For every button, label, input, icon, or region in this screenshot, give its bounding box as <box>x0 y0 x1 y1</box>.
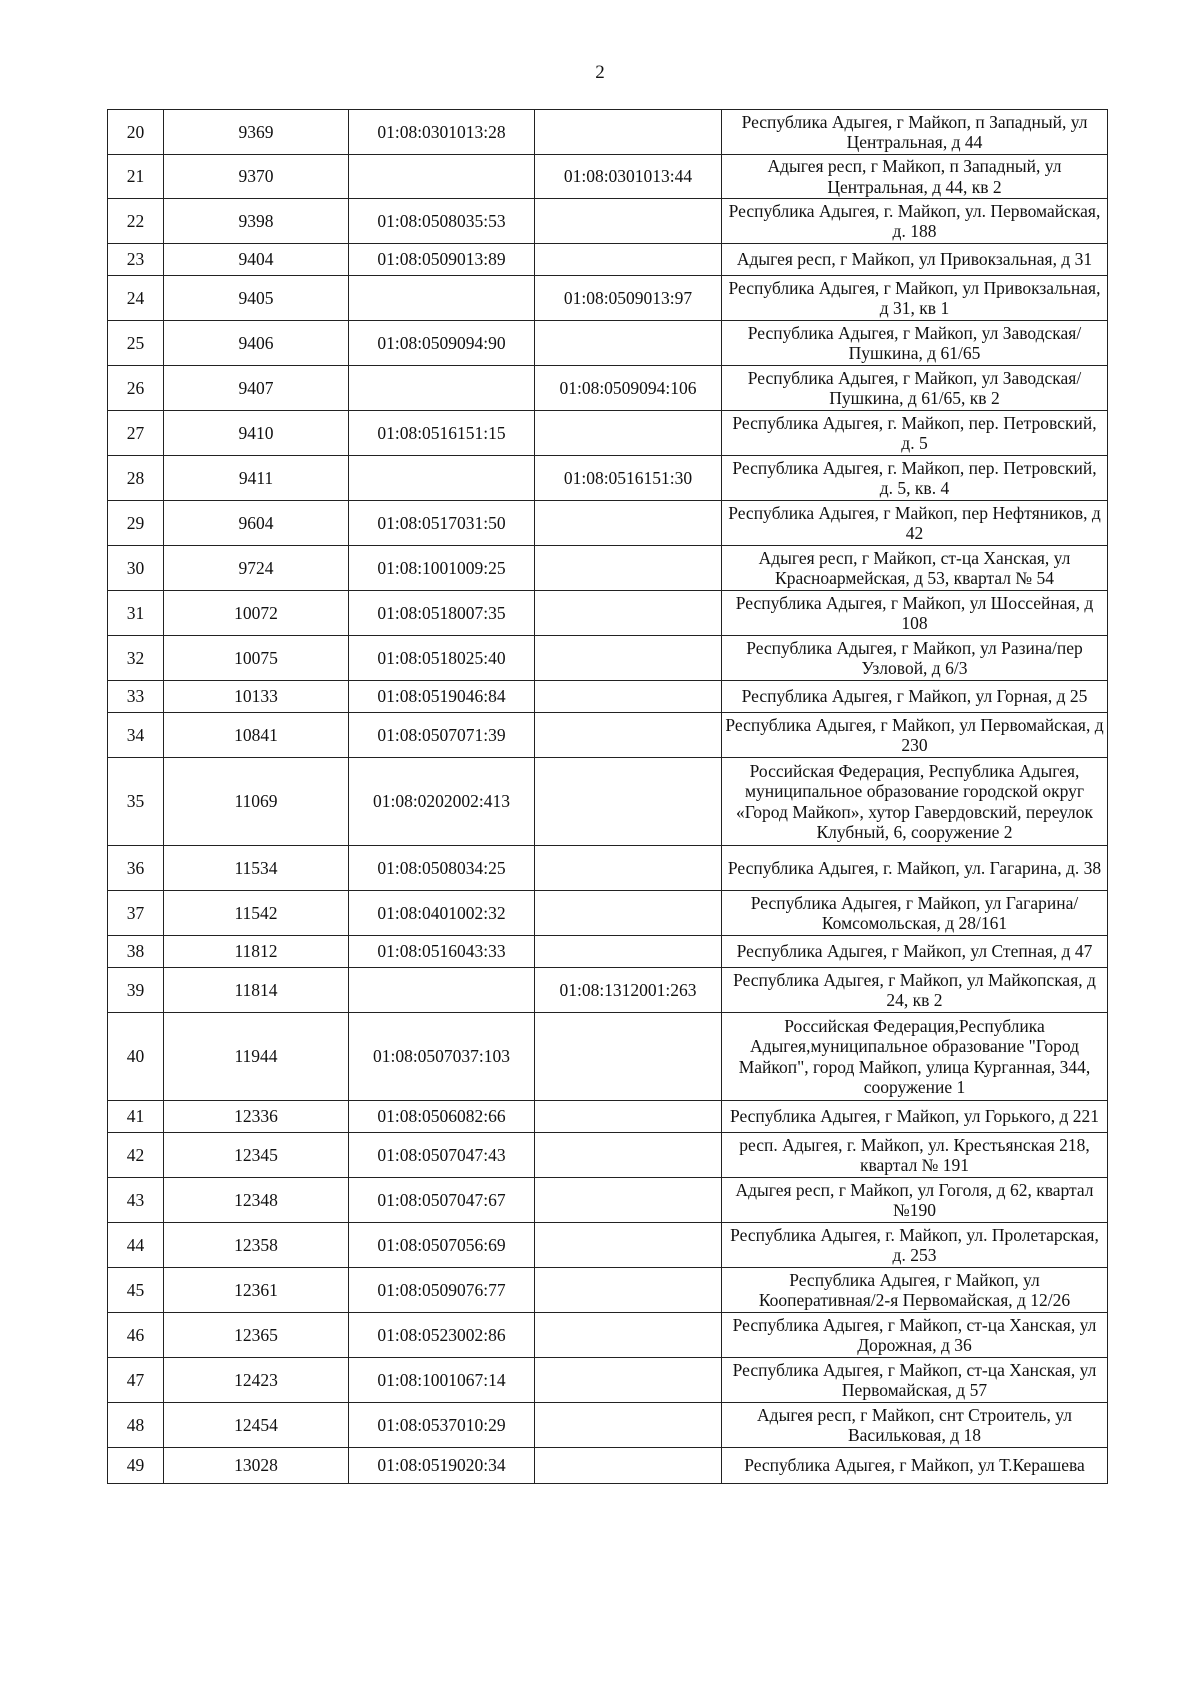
cadastral-number-cell: 01:08:0509076:77 <box>349 1268 535 1313</box>
address-cell: Адыгея респ, г Майкоп, ул Гоголя, д 62, квартал №190 <box>722 1178 1108 1223</box>
table-row <box>108 366 1108 411</box>
cadastral-number-cell: 01:08:0519046:84 <box>349 681 535 713</box>
cadastral-number-cell: 01:08:0509013:89 <box>349 244 535 276</box>
table-row <box>108 244 1108 276</box>
registry-number-cell: 11944 <box>164 1013 349 1101</box>
registry-number-cell: 11812 <box>164 936 349 968</box>
page-number: 2 <box>595 62 605 83</box>
address-cell: Республика Адыгея, г Майкоп, ул Шоссейная, д 108 <box>722 591 1108 636</box>
address-cell: Республика Адыгея, г Майкоп, п Западный, ул Центральная, д 44 <box>722 110 1108 155</box>
parent-cadastral-number-cell <box>535 1313 722 1358</box>
table-row <box>108 1313 1108 1358</box>
table-row <box>108 968 1108 1013</box>
cadastral-number-cell: 01:08:0507047:67 <box>349 1178 535 1223</box>
registry-number-cell: 12358 <box>164 1223 349 1268</box>
parent-cadastral-number-cell <box>535 936 722 968</box>
cadastral-number-cell: 01:08:0509094:90 <box>349 321 535 366</box>
row-number-cell: 42 <box>108 1133 164 1178</box>
cadastral-number-cell: 01:08:0401002:32 <box>349 891 535 936</box>
cadastral-number-cell: 01:08:1001009:25 <box>349 546 535 591</box>
parent-cadastral-number-cell <box>535 501 722 546</box>
address-cell: Адыгея респ, г Майкоп, ул Привокзальная, д 31 <box>722 244 1108 276</box>
row-number-cell: 23 <box>108 244 164 276</box>
row-number-cell: 40 <box>108 1013 164 1101</box>
table-row <box>108 546 1108 591</box>
parent-cadastral-number-cell <box>535 546 722 591</box>
table-row <box>108 846 1108 891</box>
parent-cadastral-number-cell <box>535 1101 722 1133</box>
registry-number-cell: 9724 <box>164 546 349 591</box>
registry-number-cell: 9404 <box>164 244 349 276</box>
cadastral-number-cell: 01:08:0519020:34 <box>349 1448 535 1484</box>
cadastral-number-cell: 01:08:0523002:86 <box>349 1313 535 1358</box>
cadastral-number-cell <box>349 366 535 411</box>
row-number-cell: 39 <box>108 968 164 1013</box>
table-row <box>108 1223 1108 1268</box>
registry-number-cell: 11814 <box>164 968 349 1013</box>
row-number-cell: 24 <box>108 276 164 321</box>
parent-cadastral-number-cell <box>535 1178 722 1223</box>
address-cell: Республика Адыгея, г. Майкоп, ул. Гагарина, д. 38 <box>722 846 1108 891</box>
table-row <box>108 636 1108 681</box>
address-cell: Республика Адыгея, г. Майкоп, ул. Пролетарская, д. 253 <box>722 1223 1108 1268</box>
registry-number-cell: 12423 <box>164 1358 349 1403</box>
table-row <box>108 456 1108 501</box>
address-cell: Республика Адыгея, г Майкоп, ст-ца Ханская, ул Первомайская, д 57 <box>722 1358 1108 1403</box>
cadastral-number-cell: 01:08:0506082:66 <box>349 1101 535 1133</box>
cadastral-number-cell: 01:08:0508034:25 <box>349 846 535 891</box>
parent-cadastral-number-cell <box>535 411 722 456</box>
cadastral-number-cell <box>349 155 535 199</box>
table-row <box>108 591 1108 636</box>
registry-number-cell: 13028 <box>164 1448 349 1484</box>
parent-cadastral-number-cell <box>535 681 722 713</box>
cadastral-number-cell: 01:08:0516151:15 <box>349 411 535 456</box>
cadastral-number-cell: 01:08:0537010:29 <box>349 1403 535 1448</box>
row-number-cell: 28 <box>108 456 164 501</box>
parent-cadastral-number-cell <box>535 1133 722 1178</box>
registry-table-body <box>108 110 1108 1484</box>
registry-number-cell: 9369 <box>164 110 349 155</box>
address-cell: Республика Адыгея, г Майкоп, ул Заводская/Пушкина, д 61/65, кв 2 <box>722 366 1108 411</box>
table-row <box>108 1403 1108 1448</box>
cadastral-number-cell <box>349 276 535 321</box>
row-number-cell: 22 <box>108 199 164 244</box>
parent-cadastral-number-cell <box>535 321 722 366</box>
parent-cadastral-number-cell <box>535 244 722 276</box>
row-number-cell: 48 <box>108 1403 164 1448</box>
table-row <box>108 1013 1108 1101</box>
address-cell: Адыгея респ, г Майкоп, п Западный, ул Центральная, д 44, кв 2 <box>722 155 1108 199</box>
table-row <box>108 713 1108 758</box>
table-row <box>108 1268 1108 1313</box>
parent-cadastral-number-cell: 01:08:0301013:44 <box>535 155 722 199</box>
address-cell: Республика Адыгея, г. Майкоп, ул. Первомайская, д. 188 <box>722 199 1108 244</box>
row-number-cell: 47 <box>108 1358 164 1403</box>
address-cell: Республика Адыгея, г Майкоп, ул Гагарина/Комсомольская, д 28/161 <box>722 891 1108 936</box>
cadastral-number-cell: 01:08:0518025:40 <box>349 636 535 681</box>
address-cell: Российская Федерация, Республика Адыгея, муниципальное образование городской округ «Город Майкоп», хутор Гавердовский, переулок Клубный, 6, сооружение 2 <box>722 758 1108 846</box>
registry-number-cell: 10841 <box>164 713 349 758</box>
parent-cadastral-number-cell <box>535 110 722 155</box>
row-number-cell: 31 <box>108 591 164 636</box>
table-row <box>108 155 1108 199</box>
cadastral-number-cell: 01:08:0507056:69 <box>349 1223 535 1268</box>
table-row <box>108 199 1108 244</box>
cadastral-number-cell: 01:08:0301013:28 <box>349 110 535 155</box>
registry-number-cell: 9410 <box>164 411 349 456</box>
address-cell: Республика Адыгея, г Майкоп, ул Горького, д 221 <box>722 1101 1108 1133</box>
address-cell: Республика Адыгея, г Майкоп, ст-ца Ханская, ул Дорожная, д 36 <box>722 1313 1108 1358</box>
row-number-cell: 36 <box>108 846 164 891</box>
parent-cadastral-number-cell <box>535 1448 722 1484</box>
registry-number-cell: 12348 <box>164 1178 349 1223</box>
cadastral-number-cell: 01:08:0517031:50 <box>349 501 535 546</box>
parent-cadastral-number-cell <box>535 891 722 936</box>
row-number-cell: 27 <box>108 411 164 456</box>
parent-cadastral-number-cell <box>535 1268 722 1313</box>
table-row <box>108 1133 1108 1178</box>
parent-cadastral-number-cell <box>535 1223 722 1268</box>
table-row <box>108 936 1108 968</box>
table-row <box>108 276 1108 321</box>
cadastral-number-cell: 01:08:0507071:39 <box>349 713 535 758</box>
table-row <box>108 110 1108 155</box>
address-cell: Республика Адыгея, г. Майкоп, пер. Петровский, д. 5 <box>722 411 1108 456</box>
row-number-cell: 37 <box>108 891 164 936</box>
table-row <box>108 1358 1108 1403</box>
row-number-cell: 49 <box>108 1448 164 1484</box>
address-cell: Российская Федерация,Республика Адыгея,муниципальное образование "Город Майкоп", город Майкоп, улица Курганная, 344, сооружение 1 <box>722 1013 1108 1101</box>
row-number-cell: 35 <box>108 758 164 846</box>
cadastral-number-cell: 01:08:0202002:413 <box>349 758 535 846</box>
registry-number-cell: 9405 <box>164 276 349 321</box>
registry-number-cell: 10075 <box>164 636 349 681</box>
table-row <box>108 681 1108 713</box>
address-cell: Республика Адыгея, г Майкоп, ул Заводская/Пушкина, д 61/65 <box>722 321 1108 366</box>
parent-cadastral-number-cell <box>535 758 722 846</box>
address-cell: Республика Адыгея, г Майкоп, ул Степная, д 47 <box>722 936 1108 968</box>
table-row <box>108 411 1108 456</box>
row-number-cell: 41 <box>108 1101 164 1133</box>
cadastral-number-cell: 01:08:0516043:33 <box>349 936 535 968</box>
cadastral-number-cell: 01:08:0508035:53 <box>349 199 535 244</box>
parent-cadastral-number-cell <box>535 591 722 636</box>
address-cell: Республика Адыгея, г Майкоп, пер Нефтяников, д 42 <box>722 501 1108 546</box>
address-cell: Республика Адыгея, г Майкоп, ул Первомайская, д 230 <box>722 713 1108 758</box>
row-number-cell: 20 <box>108 110 164 155</box>
row-number-cell: 21 <box>108 155 164 199</box>
registry-number-cell: 11069 <box>164 758 349 846</box>
address-cell: Республика Адыгея, г. Майкоп, пер. Петровский, д. 5, кв. 4 <box>722 456 1108 501</box>
row-number-cell: 38 <box>108 936 164 968</box>
registry-number-cell: 9411 <box>164 456 349 501</box>
parent-cadastral-number-cell <box>535 1403 722 1448</box>
registry-number-cell: 12361 <box>164 1268 349 1313</box>
registry-number-cell: 9407 <box>164 366 349 411</box>
address-cell: респ. Адыгея, г. Майкоп, ул. Крестьянская 218, квартал № 191 <box>722 1133 1108 1178</box>
parent-cadastral-number-cell <box>535 846 722 891</box>
table-row <box>108 1101 1108 1133</box>
row-number-cell: 34 <box>108 713 164 758</box>
cadastral-number-cell: 01:08:1001067:14 <box>349 1358 535 1403</box>
parent-cadastral-number-cell <box>535 636 722 681</box>
registry-number-cell: 11542 <box>164 891 349 936</box>
registry-number-cell: 12336 <box>164 1101 349 1133</box>
row-number-cell: 33 <box>108 681 164 713</box>
property-registry-table <box>107 109 1108 1484</box>
registry-number-cell: 12454 <box>164 1403 349 1448</box>
row-number-cell: 46 <box>108 1313 164 1358</box>
table-row <box>108 891 1108 936</box>
address-cell: Республика Адыгея, г Майкоп, ул Т.Керашева <box>722 1448 1108 1484</box>
row-number-cell: 30 <box>108 546 164 591</box>
registry-number-cell: 9406 <box>164 321 349 366</box>
parent-cadastral-number-cell <box>535 1013 722 1101</box>
address-cell: Республика Адыгея, г Майкоп, ул Майкопская, д 24, кв 2 <box>722 968 1108 1013</box>
registry-number-cell: 10072 <box>164 591 349 636</box>
table-row <box>108 501 1108 546</box>
registry-number-cell: 9604 <box>164 501 349 546</box>
registry-number-cell: 11534 <box>164 846 349 891</box>
registry-number-cell: 9398 <box>164 199 349 244</box>
address-cell: Адыгея респ, г Майкоп, ст-ца Ханская, ул Красноармейская, д 53, квартал № 54 <box>722 546 1108 591</box>
parent-cadastral-number-cell <box>535 713 722 758</box>
parent-cadastral-number-cell: 01:08:0509013:97 <box>535 276 722 321</box>
address-cell: Адыгея респ, г Майкоп, снт Строитель, ул Васильковая, д 18 <box>722 1403 1108 1448</box>
address-cell: Республика Адыгея, г Майкоп, ул Привокзальная, д 31, кв 1 <box>722 276 1108 321</box>
cadastral-number-cell <box>349 456 535 501</box>
parent-cadastral-number-cell: 01:08:1312001:263 <box>535 968 722 1013</box>
row-number-cell: 44 <box>108 1223 164 1268</box>
table-row <box>108 321 1108 366</box>
table-row <box>108 758 1108 846</box>
row-number-cell: 29 <box>108 501 164 546</box>
table-row <box>108 1178 1108 1223</box>
cadastral-number-cell: 01:08:0507047:43 <box>349 1133 535 1178</box>
table-row <box>108 1448 1108 1484</box>
row-number-cell: 25 <box>108 321 164 366</box>
parent-cadastral-number-cell <box>535 1358 722 1403</box>
registry-number-cell: 10133 <box>164 681 349 713</box>
address-cell: Республика Адыгея, г Майкоп, ул Кооперативная/2-я Первомайская, д 12/26 <box>722 1268 1108 1313</box>
cadastral-number-cell <box>349 968 535 1013</box>
parent-cadastral-number-cell <box>535 199 722 244</box>
address-cell: Республика Адыгея, г Майкоп, ул Горная, д 25 <box>722 681 1108 713</box>
row-number-cell: 26 <box>108 366 164 411</box>
parent-cadastral-number-cell: 01:08:0516151:30 <box>535 456 722 501</box>
row-number-cell: 32 <box>108 636 164 681</box>
registry-number-cell: 12365 <box>164 1313 349 1358</box>
address-cell: Республика Адыгея, г Майкоп, ул Разина/пер Узловой, д 6/3 <box>722 636 1108 681</box>
registry-number-cell: 12345 <box>164 1133 349 1178</box>
parent-cadastral-number-cell: 01:08:0509094:106 <box>535 366 722 411</box>
row-number-cell: 45 <box>108 1268 164 1313</box>
registry-number-cell: 9370 <box>164 155 349 199</box>
cadastral-number-cell: 01:08:0518007:35 <box>349 591 535 636</box>
cadastral-number-cell: 01:08:0507037:103 <box>349 1013 535 1101</box>
row-number-cell: 43 <box>108 1178 164 1223</box>
